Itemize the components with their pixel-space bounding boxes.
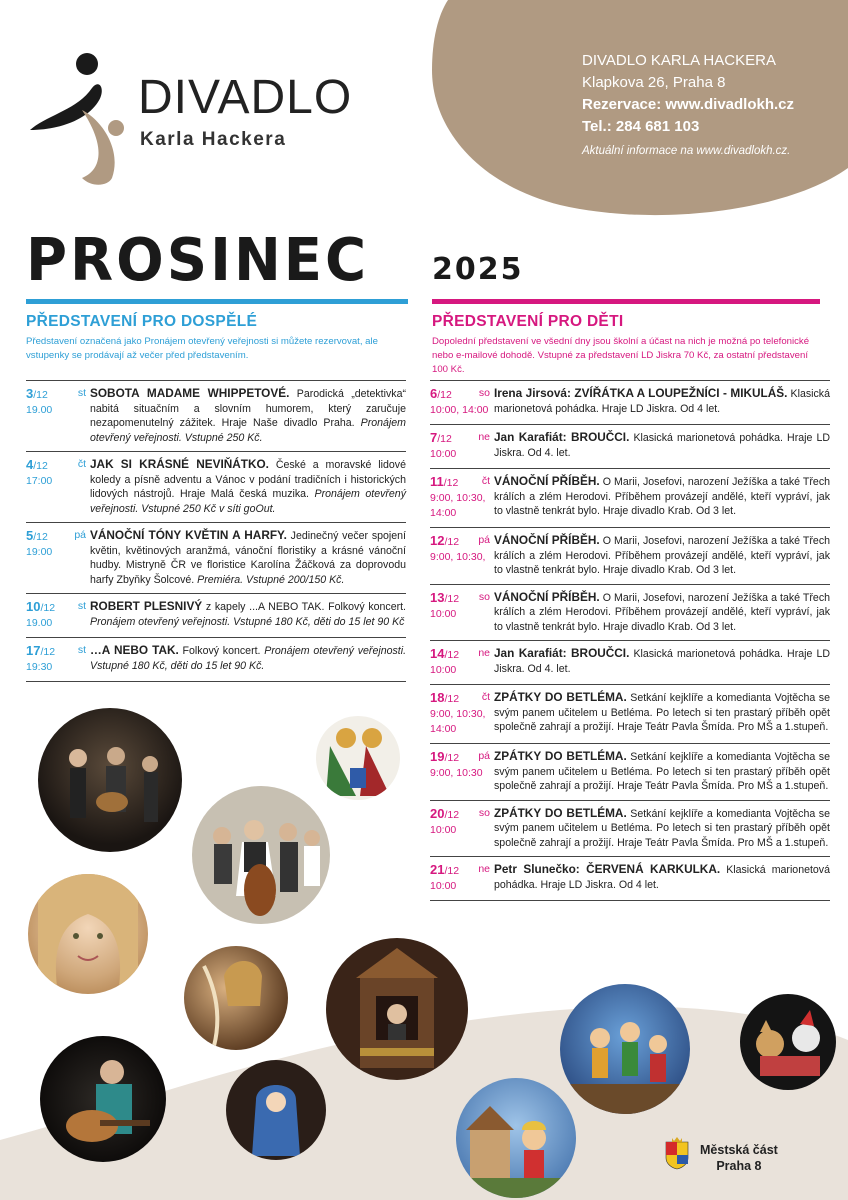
- event-time: 9:00, 10:30: [430, 767, 483, 779]
- event-day: 11: [430, 474, 444, 489]
- event-description: Klasická marionetová pohádka. Hraje LD Jiskra. Od 4 let.: [494, 388, 830, 415]
- event-datetime: [430, 590, 494, 635]
- event-text: [90, 599, 406, 631]
- event-weekday: st: [77, 387, 86, 399]
- event-day: 18: [430, 690, 445, 705]
- event-text: [494, 590, 830, 635]
- event-time: 10:00: [430, 664, 457, 676]
- event-description: České a moravské lidové koledy a písně adventu a Vánoc v podání tradičních i historických lidových nástrojů. Hraje Malá česká muzika.: [90, 459, 406, 500]
- event-text: [494, 430, 830, 462]
- event-datetime: [430, 474, 494, 521]
- event-day: 14: [430, 646, 445, 661]
- event-month: /12: [443, 477, 459, 489]
- event-terms: Pronájem otevřený veřejnosti. Vstupné 180 Kč, děti do 15 let 90 Kč: [90, 615, 405, 628]
- event-weekday: so: [478, 590, 490, 603]
- theatre-name: DIVADLO KARLA HACKERA: [582, 52, 776, 69]
- event-title: …A NEBO TAK.: [90, 643, 179, 657]
- event-datetime: [430, 862, 494, 894]
- event-description: O Marii, Josefovi, narození Ježíška a také Třech králích a zlém Herodovi. Příběhem provázejí andělé, kteří vypráví, jak to vlastně tenkrát bylo. Hraje divadlo Krab. Od 3 let.: [494, 591, 831, 633]
- event-weekday: pá: [74, 529, 86, 541]
- event-datetime: [26, 643, 90, 675]
- event-time: 10:00: [430, 880, 457, 892]
- event-weekday: ne: [478, 431, 490, 443]
- photo-puppet-theatre: [326, 938, 468, 1080]
- event-day: 10: [26, 599, 41, 614]
- event-month: /12: [444, 693, 460, 705]
- adults-note: Představení označená jako Pronájem otevřený veřejnosti si můžete rezervovat, ale vstupenky se prodávají až večer před představením.: [26, 336, 378, 361]
- kids-note: Dopolední představení ve všední dny jsou školní a účast na nich je možná po telefonické nebo e-mailové dohodě. Vstupné za představení LD Jiskra 70 Kč, za ostatní představení 100 Kč.: [432, 336, 810, 375]
- event-month: /12: [444, 592, 460, 605]
- event-month: /12: [40, 602, 56, 614]
- event-day: 21: [430, 862, 445, 877]
- event-weekday: st: [77, 600, 86, 612]
- event-terms: Pronájem otevřený veřejnosti. Vstupné 250 Kč v síti goOut.: [90, 488, 406, 515]
- photo-animal-puppets: [740, 994, 836, 1090]
- event-row: [430, 425, 830, 469]
- event-month: /12: [437, 389, 452, 401]
- event-day: 6: [430, 386, 438, 401]
- event-month: /12: [437, 433, 452, 445]
- kids-heading: PŘEDSTAVENÍ PRO DĚTI: [432, 313, 624, 330]
- event-row: [430, 641, 830, 685]
- district-line2: Praha 8: [716, 1159, 762, 1173]
- event-weekday: čt: [77, 458, 86, 470]
- event-time: 17:00: [26, 475, 53, 487]
- event-datetime: [430, 806, 494, 851]
- event-title: JAK SI KRÁSNÉ NEVIŇÁTKO.: [90, 457, 269, 471]
- event-title: ROBERT PLESNIVÝ: [90, 599, 203, 613]
- event-month: /12: [33, 531, 48, 543]
- event-title: Jan Karafiát: BROUČCI.: [494, 430, 630, 444]
- event-description: O Marii, Josefovi, narození Ježíška a také Třech králích a zlém Herodovi. Příběhem provázejí andělé, kteří vypráví, jak to vlastně tenkrát bylo. Hraje divadlo Krab. Od 3 let.: [494, 535, 831, 576]
- event-day: 13: [430, 589, 445, 605]
- event-text: [90, 457, 406, 516]
- event-row: [430, 857, 830, 901]
- event-row: [26, 523, 406, 594]
- event-text: [494, 533, 830, 578]
- event-title: Petr Slunečko: ČERVENÁ KARKULKA.: [494, 862, 721, 876]
- event-row: [26, 452, 406, 523]
- event-row: [430, 528, 830, 585]
- event-day: 3: [26, 386, 34, 401]
- event-weekday: ne: [478, 863, 490, 875]
- event-description: Klasická marionetová pohádka. Hraje LD Jiskra. Od 4. let.: [494, 432, 830, 459]
- event-row: [430, 381, 830, 425]
- event-text: [494, 806, 830, 851]
- event-terms: Pronájem otevřený veřejnosti. Vstupné 180 Kč, děti do 15 let 90 Kč.: [90, 645, 407, 672]
- event-text: [90, 643, 406, 675]
- event-month: /12: [444, 536, 460, 548]
- event-row: [26, 381, 406, 452]
- event-description: z kapely ...A NEBO TAK. Folkový koncert.: [202, 601, 407, 613]
- event-datetime: [430, 533, 494, 578]
- event-datetime: [26, 386, 90, 445]
- event-row: [430, 744, 830, 801]
- event-datetime: [26, 599, 90, 631]
- event-text: [494, 646, 830, 678]
- logo-subtitle: Karla Hackera: [140, 129, 287, 150]
- event-text: [90, 386, 406, 445]
- event-description: Folkový koncert.: [178, 645, 265, 657]
- kids-events: [430, 380, 830, 901]
- event-month: /12: [33, 460, 48, 472]
- logo-word: DIVADLO: [138, 71, 353, 124]
- event-time: 9:00, 10:30, 14:00: [430, 492, 486, 519]
- logo-mark: [22, 50, 152, 190]
- event-weekday: so: [478, 806, 490, 819]
- event-day: 4: [26, 457, 34, 472]
- event-text: [494, 862, 830, 894]
- event-row: [430, 585, 830, 642]
- event-weekday: pá: [478, 750, 490, 762]
- event-text: [494, 474, 830, 521]
- event-datetime: [430, 430, 494, 462]
- event-datetime: [430, 386, 494, 418]
- photo-harp-performer: [184, 946, 288, 1050]
- event-datetime: [26, 528, 90, 587]
- event-day: 20: [430, 805, 445, 821]
- photo-guitarist: [40, 1036, 166, 1162]
- event-title: Irena Jirsová: ZVÍŘÁTKA A LOUPEŽNÍCI - MIKULÁŠ.: [494, 386, 788, 400]
- event-row: [430, 685, 830, 744]
- event-row: [430, 801, 830, 858]
- event-month: /12: [444, 808, 460, 821]
- event-description: Parodická „detektivka“ nabitá situačním a slovním humorem, který zaručuje nezapomenutelný zážitek. Hraje Naše divadlo Praha.: [90, 388, 406, 429]
- event-day: 5: [26, 528, 34, 543]
- event-datetime: [430, 690, 494, 737]
- event-title: VÁNOČNÍ PŘÍBĚH.: [494, 533, 600, 547]
- event-weekday: čt: [481, 475, 490, 487]
- district-label: [700, 1142, 778, 1174]
- reservation[interactable]: Rezervace: www.divadlokh.cz: [582, 96, 795, 113]
- event-description: Klasická marionetová pohádka. Hraje LD Jiskra. Od 4 let.: [494, 864, 830, 891]
- event-title: VÁNOČNÍ PŘÍBĚH.: [494, 474, 600, 488]
- event-datetime: [26, 457, 90, 516]
- event-text: [90, 528, 406, 587]
- event-time: 10:00: [430, 607, 457, 620]
- photo-puppet-nativity: [226, 1060, 326, 1160]
- praha8-coat-of-arms-icon: [664, 1136, 690, 1170]
- contact-block: [582, 50, 794, 162]
- event-row: [430, 469, 830, 528]
- event-terms: Pronájem otevřený veřejnosti. Vstupné 250 Kč.: [90, 417, 406, 444]
- year-title: 2025: [432, 252, 524, 287]
- event-time: 19:30: [26, 661, 53, 673]
- info-note: Aktuální informace na www.divadlokh.cz.: [582, 145, 791, 157]
- event-description: Jedinečný večer spojení květin, květinových aranžmá, vánoční floristiky a krásné vánoční hudby. Mistryně ČR ve floristice Karolína Žáčková za doprovodu harfy Zbyňky Šolcové.: [90, 530, 406, 586]
- event-description: Klasická marionetová pohádka. Hraje LD Jiskra. Od 4. let.: [494, 648, 830, 675]
- event-month: /12: [444, 865, 460, 877]
- event-datetime: [430, 646, 494, 678]
- event-weekday: st: [77, 644, 86, 656]
- event-row: [26, 638, 406, 682]
- event-month: /12: [40, 646, 56, 658]
- event-title: VÁNOČNÍ PŘÍBĚH.: [494, 589, 600, 604]
- photo-band-concert: [38, 708, 182, 852]
- event-terms: Premiéra. Vstupné 200/150 Kč.: [197, 573, 345, 586]
- event-time: 19:00: [26, 546, 53, 558]
- photo-blonde-portrait: [28, 874, 148, 994]
- event-row: [26, 594, 406, 638]
- event-text: [494, 749, 830, 794]
- event-day: 12: [430, 533, 445, 548]
- event-title: SOBOTA MADAME WHIPPETOVÉ.: [90, 386, 290, 400]
- event-datetime: [430, 749, 494, 794]
- photo-nativity-icon: [316, 716, 400, 800]
- event-text: [494, 690, 830, 737]
- address: Klapkova 26, Praha 8: [582, 74, 726, 91]
- event-title: ZPÁTKY DO BETLÉMA.: [494, 749, 627, 763]
- event-time: 10:00: [430, 823, 457, 836]
- event-time: 9:00, 10:30, 14:00: [430, 708, 486, 735]
- event-weekday: so: [478, 387, 490, 399]
- event-title: Jan Karafiát: BROUČCI.: [494, 646, 630, 660]
- adults-bar: [26, 299, 408, 304]
- event-time: 19.00: [26, 617, 53, 629]
- photo-karkulka: [456, 1078, 576, 1198]
- kids-bar: [432, 299, 820, 304]
- month-title: PROSINEC: [26, 226, 370, 295]
- event-description: Setkání kejklíře a komedianta Vojtěcha se svým panem učitelem u Betléma. Po letech si ten prastarý příběh opět společně zahrají a prožijí. Hraje Teátr Pavla Šmída. Pro MŠ a 1.stupeň.: [494, 751, 830, 792]
- photo-marionettes: [560, 984, 690, 1114]
- event-text: [494, 386, 830, 418]
- event-description: Setkání kejklíře a komedianta Vojtěcha se svým panem učitelem u Betléma. Po letech si ten prastarý příběh opět společně zahrají a prožijí. Hraje Teátr Pavla Šmída. Pro MŠ a 1.stupeň.: [494, 807, 830, 849]
- event-time: 10:00: [430, 448, 457, 460]
- event-month: /12: [444, 752, 460, 764]
- event-weekday: pá: [478, 534, 490, 546]
- adults-heading: PŘEDSTAVENÍ PRO DOSPĚLÉ: [26, 313, 258, 330]
- event-day: 19: [430, 749, 445, 764]
- event-time: 9:00, 10:30,: [430, 551, 486, 563]
- district-line1: Městská část: [700, 1143, 778, 1157]
- event-month: /12: [33, 389, 48, 401]
- phone: Tel.: 284 681 103: [582, 118, 700, 135]
- event-month: /12: [444, 649, 460, 661]
- event-weekday: čt: [481, 691, 490, 703]
- event-time: 10:00, 14:00: [430, 404, 489, 416]
- event-time: 19.00: [26, 404, 53, 416]
- adult-events: [26, 380, 406, 682]
- event-description: Setkání kejklíře a komedianta Vojtěcha se svým panem učitelem u Betléma. Po letech si ten prastarý příběh opět společně zahrají a prožijí. Hraje Teátr Pavla Šmída. Pro MŠ a 1.stupeň.: [494, 692, 830, 733]
- event-title: ZPÁTKY DO BETLÉMA.: [494, 690, 627, 704]
- event-day: 17: [26, 643, 41, 658]
- event-title: VÁNOČNÍ TÓNY KVĚTIN A HARFY.: [90, 528, 287, 542]
- event-description: O Marii, Josefovi, narození Ježíška a také Třech králích a zlém Herodovi. Příběhem provázejí andělé, kteří vypráví, jak to vlastně tenkrát bylo. Hraje divadlo Krab. Od 3 let.: [494, 476, 831, 517]
- photo-folk-band: [192, 786, 330, 924]
- event-weekday: ne: [478, 647, 490, 659]
- event-title: ZPÁTKY DO BETLÉMA.: [494, 805, 627, 820]
- event-day: 7: [430, 430, 438, 445]
